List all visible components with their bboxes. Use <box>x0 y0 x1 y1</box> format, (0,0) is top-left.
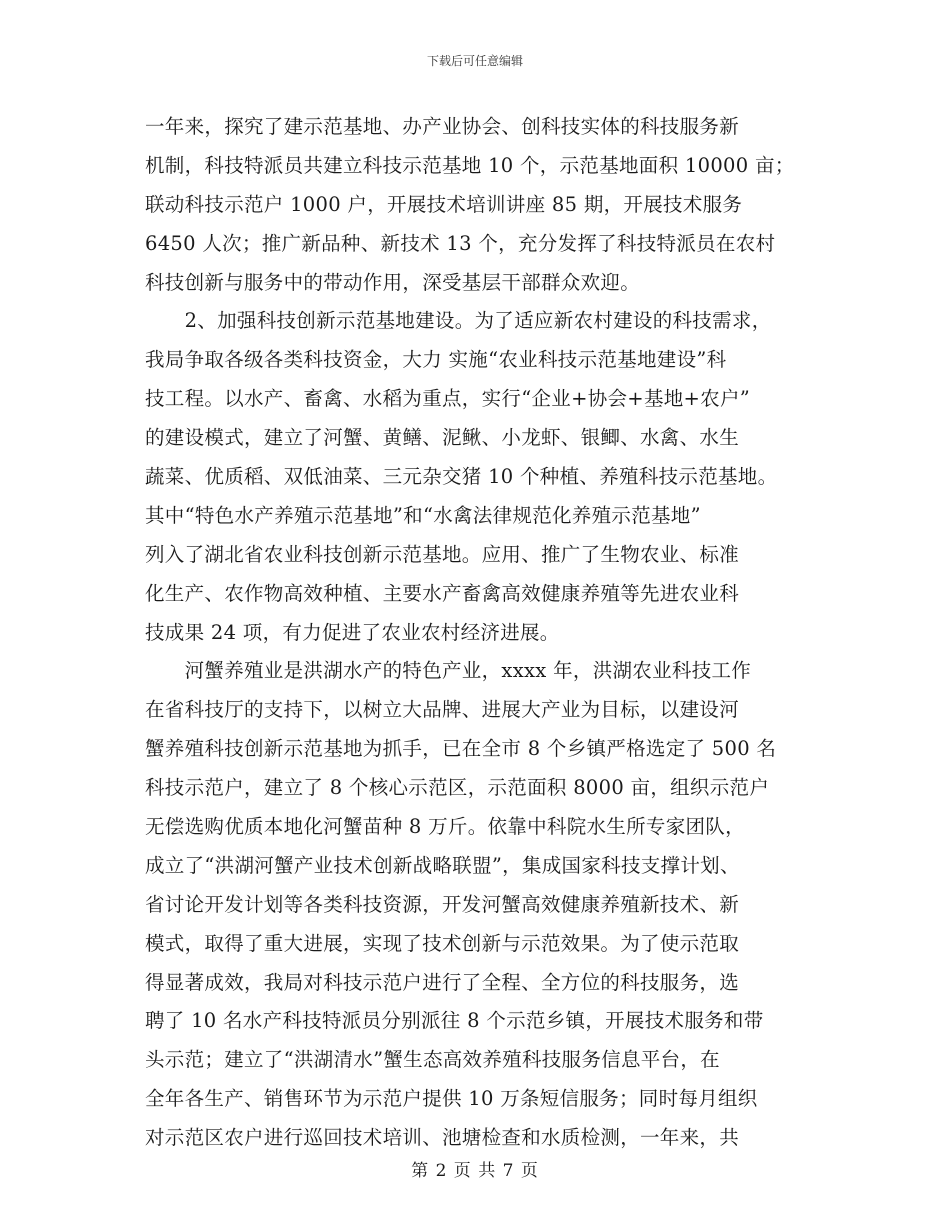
text-line: 技工程。以水产、畜禽、水稻为重点，实行“企业+协会+基地+农户” <box>145 387 751 411</box>
text-line: 机制，科技特派员共建立科技示范基地 10 个，示范基地面积 10000 亩； <box>145 153 795 177</box>
text-line: 聘了 10 名水产科技特派员分别派往 8 个示范乡镇，开展技术服务和带 <box>145 1009 764 1033</box>
document-body <box>145 108 825 1158</box>
text-line: 蟹养殖科技创新示范基地为抓手，已在全市 8 个乡镇严格选定了 500 名 <box>145 737 777 761</box>
text-line: 科技创新与服务中的带动作用，深受基层干部群众欢迎。 <box>145 270 641 294</box>
text-line: 6450 人次；推广新品种、新技术 13 个，充分发挥了科技特派员在农村 <box>145 231 776 255</box>
text-line: 其中“特色水产养殖示范基地”和“水禽法律规范化养殖示范基地” <box>145 503 701 527</box>
text-line: 无偿选购优质本地化河蟹苗种 8 万斤。依靠中科院水生所专家团队， <box>145 815 745 839</box>
text-line: 全年各生产、销售环节为示范户提供 10 万条短信服务；同时每月组织 <box>145 1087 758 1111</box>
text-line: 成立了“洪湖河蟹产业技术创新战略联盟”，集成国家科技支撑计划、 <box>145 853 740 877</box>
page-footer: 第 2 页 共 7 页 <box>411 1161 539 1181</box>
text-line: 模式，取得了重大进展，实现了技术创新与示范效果。为了使示范取 <box>145 931 740 955</box>
text-line: 蔬菜、优质稻、双低油菜、三元杂交猪 10 个种植、养殖科技示范基地。 <box>145 465 778 489</box>
text-line: 我局争取各级各类科技资金，大力 实施“农业科技示范基地建设”科 <box>145 348 727 372</box>
text-line: 省讨论开发计划等各类科技资源，开发河蟹高效健康养殖新技术、新 <box>145 892 740 916</box>
text-line: 的建设模式，建立了河蟹、黄鳝、泥鳅、小龙虾、银鲫、水禽、水生 <box>145 426 740 450</box>
text-line: 头示范；建立了“洪湖清水”蟹生态高效养殖科技服务信息平台，在 <box>145 1048 720 1072</box>
text-line: 在省科技厅的支持下，以树立大品牌、进展大产业为目标，以建设河 <box>145 698 740 722</box>
text-line: 技成果 24 项，有力促进了农业农村经济进展。 <box>145 620 560 644</box>
text-line: 科技示范户，建立了 8 个核心示范区，示范面积 8000 亩，组织示范户 <box>145 776 770 800</box>
text-line: 化生产、农作物高效种植、主要水产畜禽高效健康养殖等先进农业科 <box>145 581 740 605</box>
text-line: 得显著成效，我局对科技示范户进行了全程、全方位的科技服务，选 <box>145 970 740 994</box>
text-line: 对示范区农户进行巡回技术培训、池塘检查和水质检测，一年来，共 <box>145 1126 740 1150</box>
text-line: 联动科技示范户 1000 户，开展技术培训讲座 85 期，开展技术服务 <box>145 192 743 216</box>
text-line: 河蟹养殖业是洪湖水产的特色产业，xxxx 年，洪湖农业科技工作 <box>145 659 752 683</box>
page-header: 下载后可任意编辑 <box>426 54 523 68</box>
text-line: 列入了湖北省农业科技创新示范基地。应用、推广了生物农业、标准 <box>145 542 740 566</box>
text-line: 一年来，探究了建示范基地、办产业协会、创科技实体的科技服务新 <box>145 115 740 138</box>
text-line: 2、加强科技创新示范基地建设。为了适应新农村建设的科技需求， <box>145 309 772 333</box>
